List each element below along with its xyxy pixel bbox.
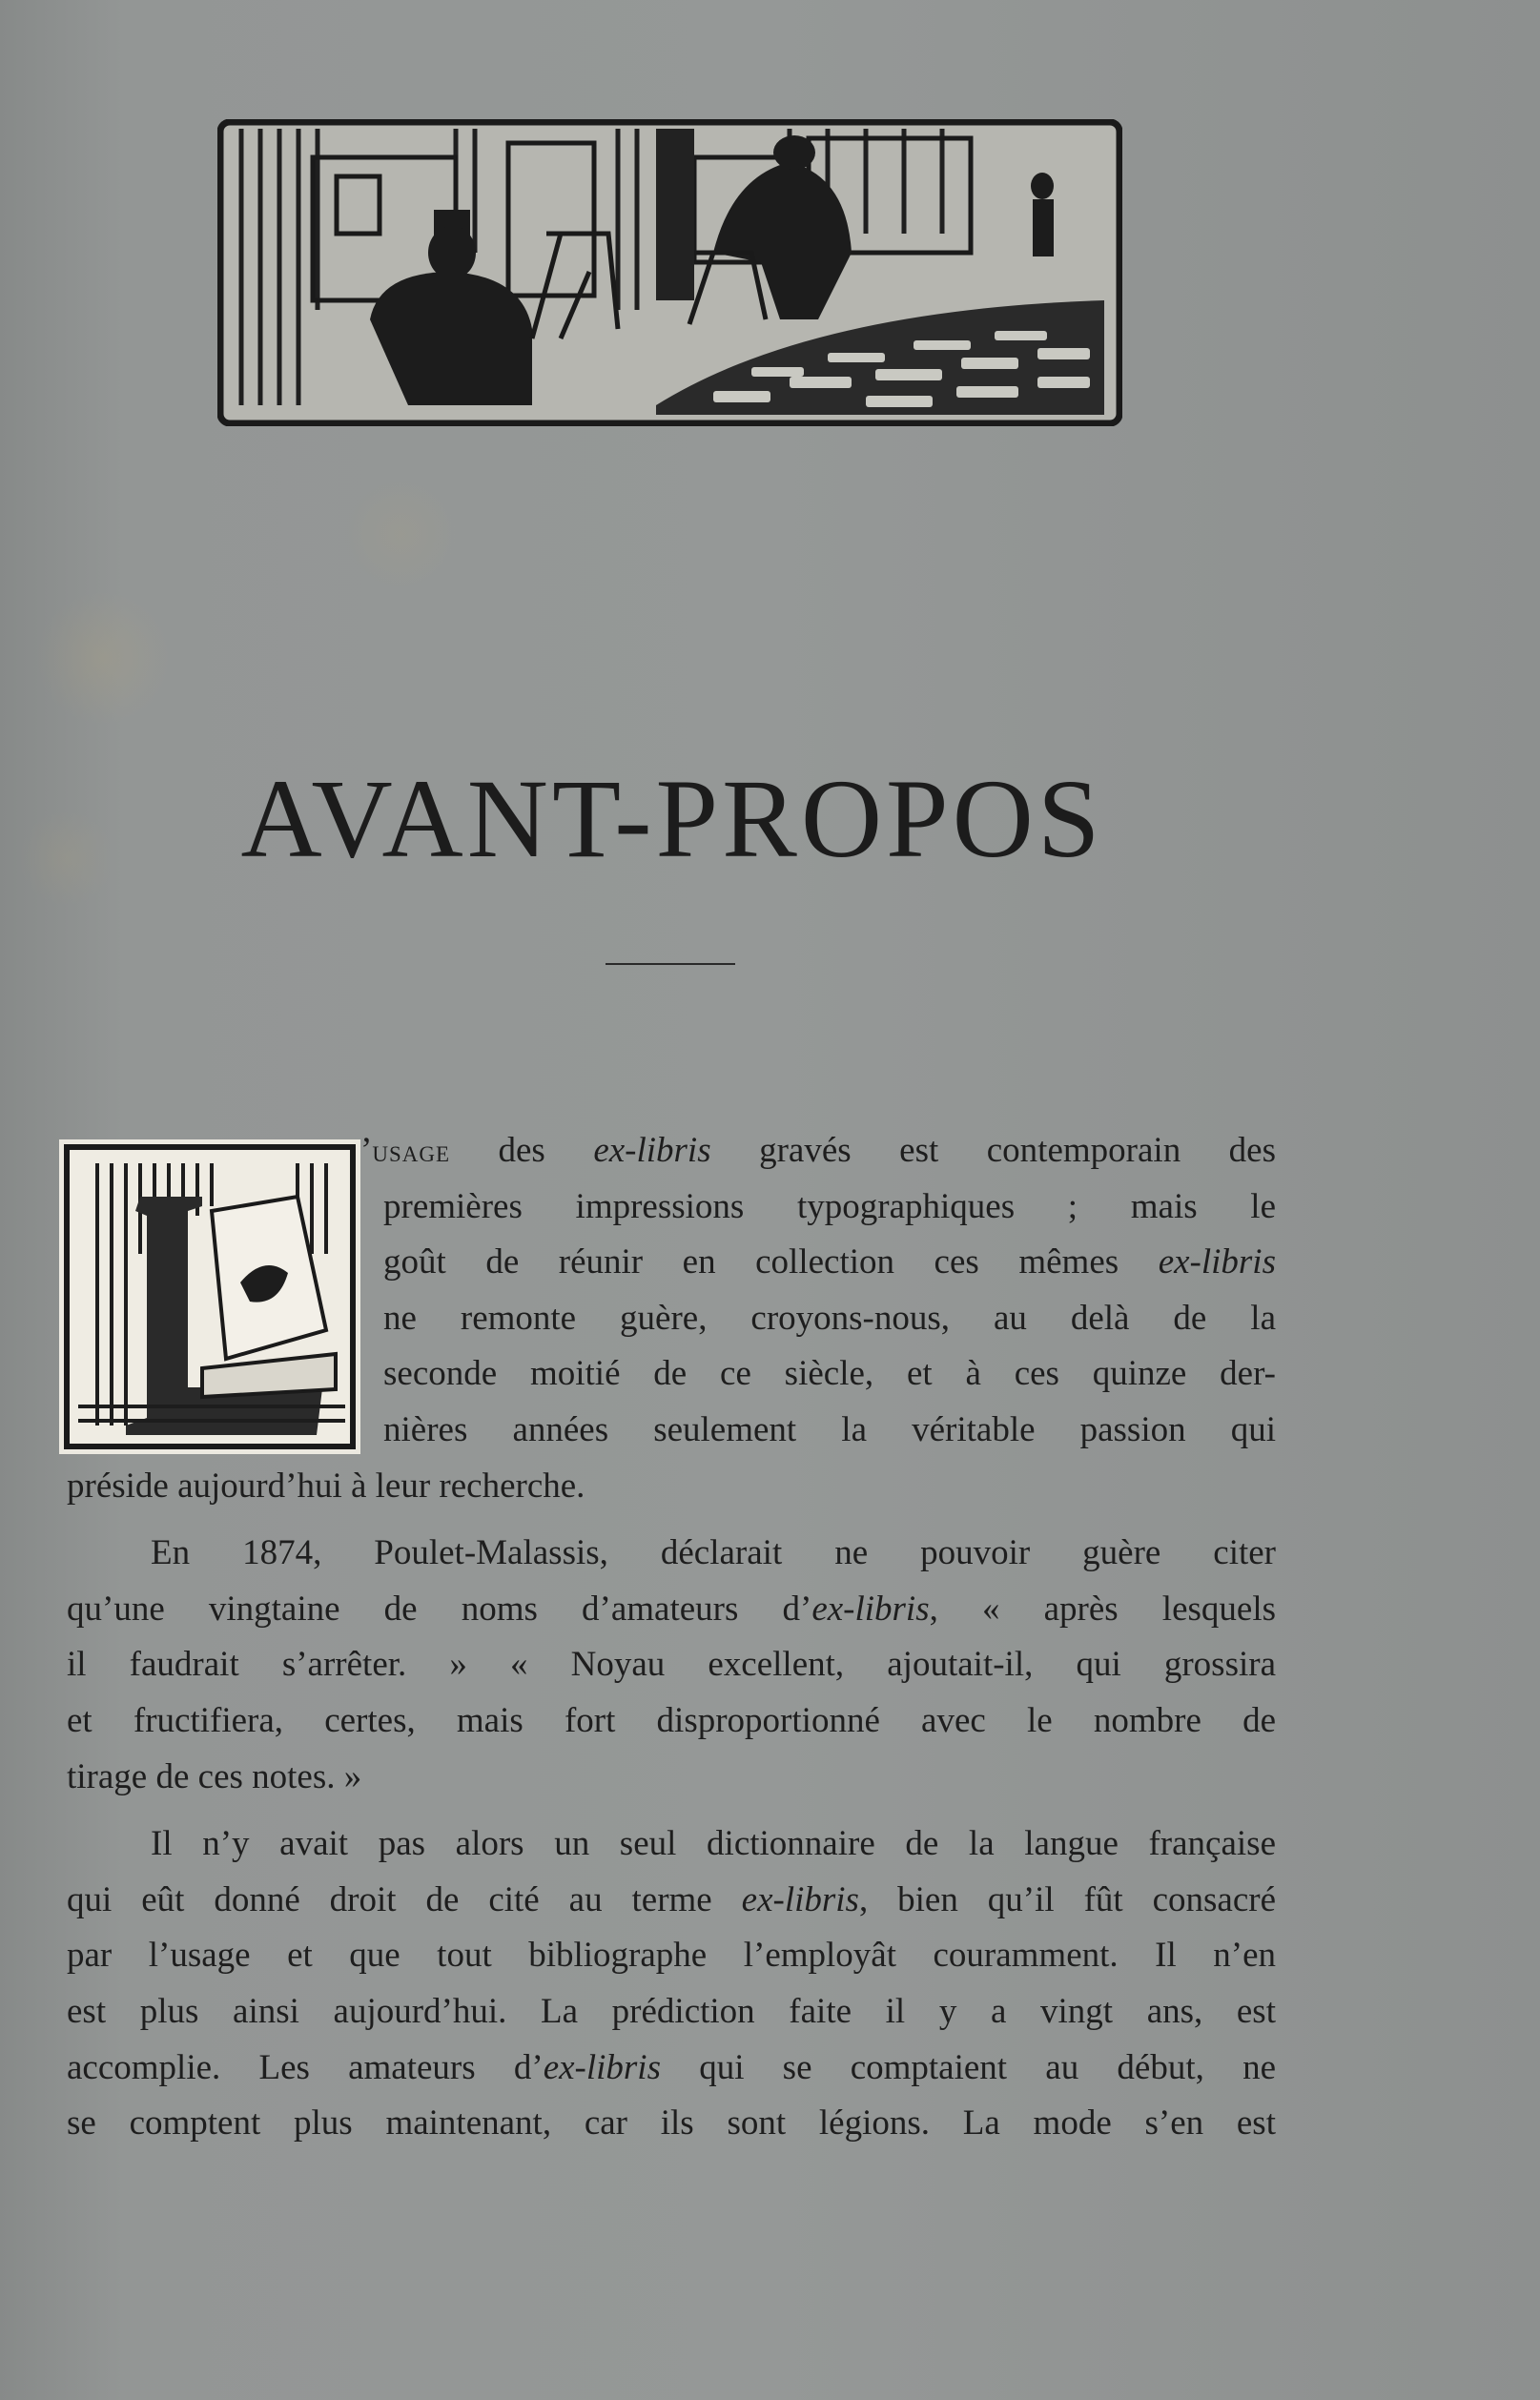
text-line: En 1874, Poulet-Malassis, déclarait ne pouvoir guère citer — [151, 1533, 1276, 1573]
text-line: qu’une vingtaine de noms d’amateurs d’ex-libris, « après lesquels — [67, 1589, 1276, 1629]
body-text — [67, 1123, 1276, 2152]
text-line: ’usage des ex-libris gravés est contemporain des — [360, 1131, 1276, 1170]
text-line: et fructifiera, certes, mais fort disproportionné avec le nombre de — [67, 1700, 1276, 1740]
text-line: accomplie. Les amateurs d’ex-libris qui se comptaient au début, ne — [67, 2047, 1276, 2087]
text-line: Il n’y avait pas alors un seul dictionnaire de la langue française — [151, 1824, 1276, 1864]
text-line: tirage de ces notes. » — [67, 1756, 362, 1796]
text-line: nières années seulement la véritable passion qui — [383, 1409, 1276, 1449]
text-line: se comptent plus maintenant, car ils sont légions. La mode s’en est — [67, 2103, 1276, 2144]
text-line: ne remonte guère, croyons-nous, au delà de la — [383, 1298, 1276, 1338]
text-line: qui eût donné droit de cité au terme ex-libris, bien qu’il fût consacré — [67, 1879, 1277, 1919]
text-line: goût de réunir en collection ces mêmes ex-libris — [383, 1242, 1276, 1282]
text-line: par l’usage et que tout bibliographe l’employât couramment. Il n’en — [67, 1936, 1276, 1976]
woodcut-street-scene-icon — [217, 119, 1122, 426]
text-line: premières impressions typographiques ; mais le — [383, 1186, 1276, 1226]
page-title: AVANT-PROPOS — [240, 756, 1104, 881]
text-line: il faudrait s’arrêter. » « Noyau excellent, ajoutait-il, qui grossira — [67, 1645, 1276, 1685]
text-line: seconde moitié de ce siècle, et à ces quinze der- — [383, 1354, 1276, 1394]
text-line: préside aujourd’hui à leur recherche. — [67, 1466, 585, 1506]
text-line: est plus ainsi aujourd’hui. La prédiction faite il y a vingt ans, est — [67, 1991, 1276, 2031]
title-divider — [606, 963, 735, 965]
